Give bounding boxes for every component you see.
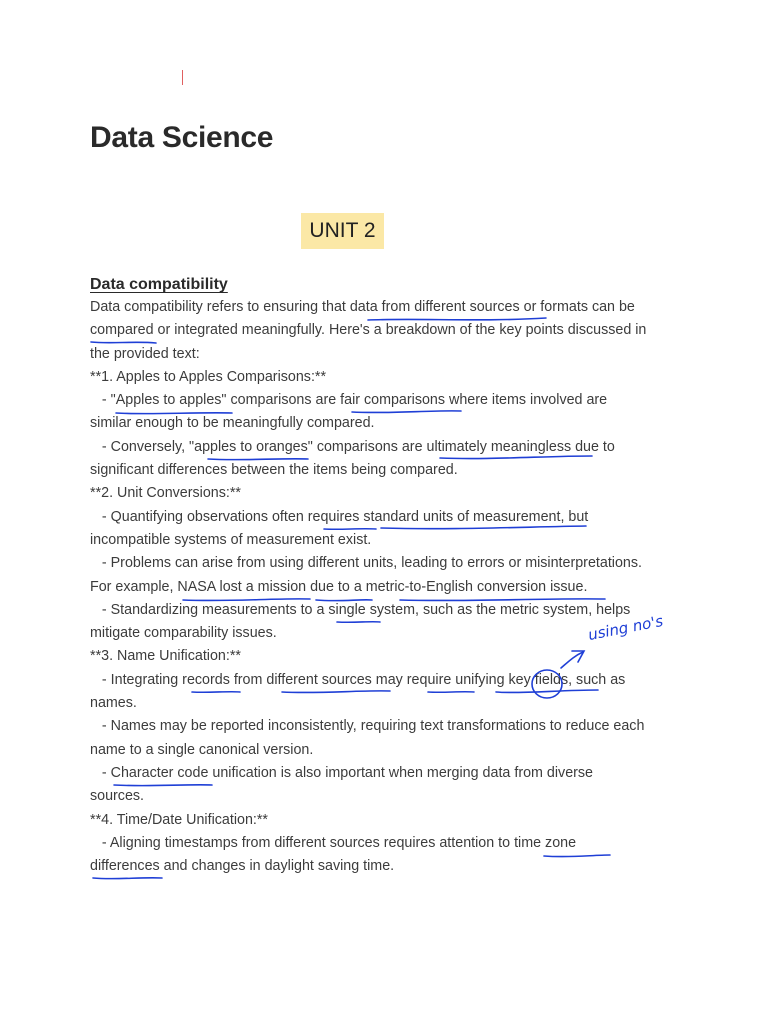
- body-line: **4. Time/Date Unification:**: [90, 811, 268, 828]
- body-line: significant differences between the items being compared.: [90, 462, 458, 479]
- body-line: - Standardizing measurements to a single system, such as the metric system, helps: [90, 601, 631, 618]
- body-line: - Integrating records from different sources may require unifying key fields, such as: [90, 671, 626, 688]
- body-line: - Aligning timestamps from different sources requires attention to time zone: [90, 834, 577, 851]
- body-line: similar enough to be meaningfully compared.: [90, 415, 375, 432]
- text-cursor: [182, 70, 183, 85]
- body-line: - Names may be reported inconsistently, requiring text transformations to reduce each: [90, 718, 645, 735]
- section-heading: Data compatibility: [90, 276, 228, 293]
- body-line: compared or integrated meaningfully. Here's a breakdown of the key points discussed in: [90, 322, 647, 339]
- body-line: - Quantifying observations often requires standard units of measurement, but: [90, 508, 589, 525]
- body-line: names.: [90, 695, 137, 712]
- body-line: - Conversely, "apples to oranges" comparisons are ultimately meaningless due to: [90, 438, 615, 455]
- body-line: name to a single canonical version.: [90, 741, 314, 758]
- body-line: - "Apples to apples" comparisons are fair comparisons where items involved are: [90, 392, 608, 409]
- body-line: - Character code unification is also important when merging data from diverse: [90, 764, 594, 781]
- body-line: - Problems can arise from using different units, leading to errors or misinterpretations.: [90, 555, 642, 572]
- body-line: differences and changes in daylight saving time.: [90, 858, 395, 875]
- body-line: mitigate comparability issues.: [90, 625, 277, 642]
- page-title: Data Science: [90, 121, 274, 154]
- body-line: sources.: [90, 788, 145, 805]
- handwritten-note: using no's: [586, 611, 665, 644]
- body-line: **1. Apples to Apples Comparisons:**: [90, 368, 327, 385]
- body-line: **3. Name Unification:**: [90, 648, 241, 665]
- body-line: incompatible systems of measurement exist.: [90, 531, 372, 548]
- body-line: the provided text:: [90, 345, 200, 362]
- body-line: **2. Unit Conversions:**: [90, 485, 241, 502]
- body-line: Data compatibility refers to ensuring that data from different sources or formats can be: [90, 299, 635, 315]
- unit-label: UNIT 2: [301, 213, 384, 249]
- document-body: [90, 272, 690, 878]
- body-line: For example, NASA lost a mission due to a metric-to-English conversion issue.: [90, 578, 588, 595]
